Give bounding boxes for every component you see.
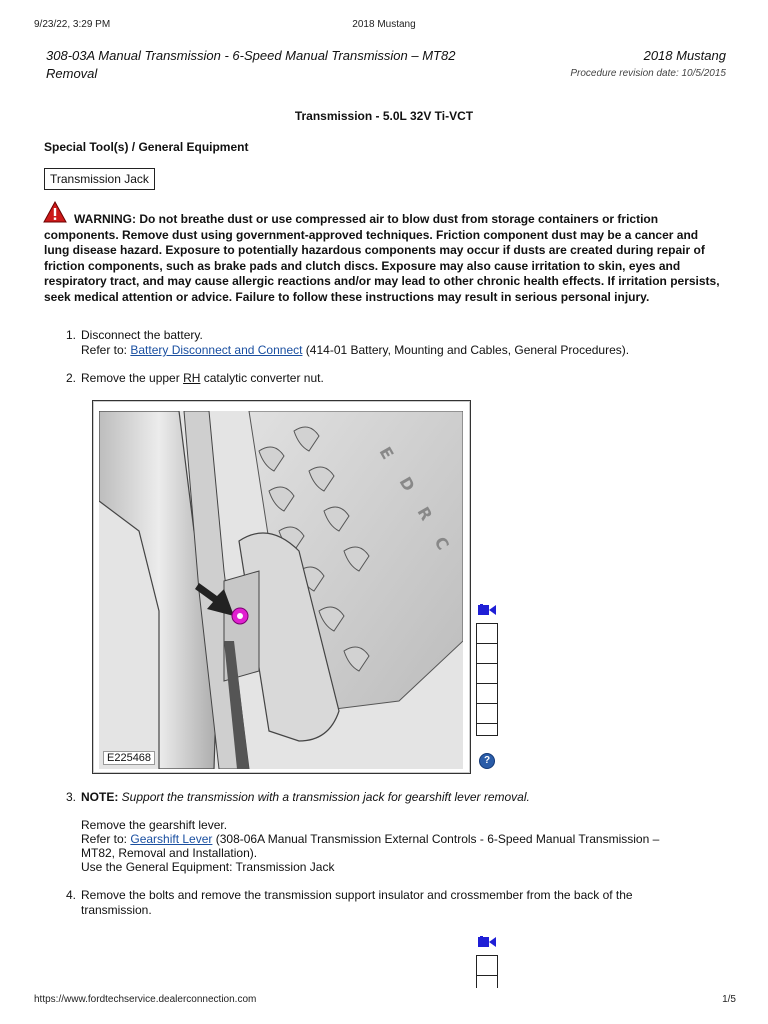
figure-toolbar-slot-1[interactable]: [476, 623, 498, 644]
step-1-refer-suffix: (414-01 Battery, Mounting and Cables, General Procedures).: [302, 343, 630, 357]
step-3-equipment: Use the General Equipment: Transmission Jack: [81, 860, 335, 874]
figure-catalytic-converter: [92, 400, 471, 774]
step-3-number: 3.: [66, 790, 77, 804]
svg-text:E: E: [375, 443, 398, 463]
figure-toolbar-slot-3[interactable]: [476, 663, 498, 684]
svg-text:C: C: [430, 533, 453, 554]
step-1-number: 1.: [66, 328, 77, 342]
step-2-pre: Remove the upper: [81, 371, 184, 385]
rh-abbreviation: RH: [183, 371, 201, 385]
step-3-refer-prefix: Refer to:: [81, 832, 131, 846]
figure-toolbar-slot-2[interactable]: [476, 643, 498, 664]
figure-toolbar-slot-5[interactable]: [476, 703, 498, 724]
step-3-line1: Remove the gearshift lever.: [81, 818, 228, 832]
help-icon[interactable]: ?: [479, 753, 495, 769]
engine-illustration-image: [99, 411, 463, 769]
step-2-text: [81, 371, 324, 386]
page-number: 1/5: [722, 994, 736, 1005]
figure-id-label: E225468: [103, 751, 155, 765]
step-3-refer: [81, 832, 659, 847]
step-3-refer-cont: MT82, Removal and Installation).: [81, 846, 258, 860]
video-icon-2[interactable]: [478, 935, 496, 947]
gearshift-lever-link[interactable]: Gearshift Lever: [130, 832, 213, 846]
step-1-text: Disconnect the battery.: [81, 328, 203, 342]
figure-illustration: [99, 411, 463, 769]
step-1-refer: [81, 343, 629, 358]
figure-toolbar-slot-4[interactable]: [476, 683, 498, 704]
step-3-refer-suffix: (308-06A Manual Transmission External Controls - 6-Speed Manual Transmission –: [212, 832, 660, 846]
print-datetime: 9/23/22, 3:29 PM: [34, 19, 111, 30]
svg-text:D: D: [395, 473, 419, 495]
doc-model: 2018 Mustang: [643, 48, 726, 63]
figure-toolbar-slot-6[interactable]: [476, 723, 498, 736]
footer-url: https://www.fordtechservice.dealerconnection.com: [34, 994, 257, 1005]
doc-title-line2: Removal: [46, 66, 98, 81]
step-2-number: 2.: [66, 371, 77, 385]
warning-body: Do not breathe dust or use compressed air to blow dust from storage containers or friction components. Remove dust using government-approved techniques. Friction component dust may be a cancer and lung disease hazard. Exposure to potentially hazardous components may occur if dusts are created during repair of friction components, such as brake pads and clutch discs. Exposure may also cause irritation to skin, eyes and respiratory tract, and may cause allergic reactions and/or may lead to other chronic health effects. If irritation persists, seek medical attention or advice. Failure to follow these instructions may result in serious personal injury.: [44, 212, 720, 304]
doc-title-line1: 308-03A Manual Transmission - 6-Speed Manual Transmission – MT82: [46, 48, 456, 63]
step-1-refer-prefix: Refer to:: [81, 343, 131, 357]
step-2-post: catalytic converter nut.: [200, 371, 324, 385]
svg-text:R: R: [413, 503, 437, 524]
figure2-toolbar-slot-2[interactable]: [476, 975, 498, 988]
figure2-toolbar-slot-1[interactable]: [476, 955, 498, 976]
step-4-line2: transmission.: [81, 903, 152, 917]
warning-text: [44, 212, 724, 305]
step-3-note-text: Support the transmission with a transmission jack for gearshift lever removal.: [118, 790, 530, 804]
step-3-note: [81, 790, 530, 805]
warning-label: WARNING:: [74, 212, 136, 226]
step-4-line1: Remove the bolts and remove the transmission support insulator and crossmember from the back of the: [81, 888, 633, 902]
tools-heading: Special Tool(s) / General Equipment: [44, 140, 249, 154]
tool-item-transmission-jack: Transmission Jack: [44, 168, 155, 190]
step-3-note-label: NOTE:: [81, 790, 119, 804]
revision-date: Procedure revision date: 10/5/2015: [570, 68, 726, 79]
battery-disconnect-link[interactable]: Battery Disconnect and Connect: [130, 343, 303, 357]
video-icon[interactable]: [478, 603, 496, 615]
step-4-number: 4.: [66, 888, 77, 902]
page-subtitle: Transmission - 5.0L 32V Ti-VCT: [294, 109, 474, 123]
print-header-center: 2018 Mustang: [352, 19, 416, 30]
